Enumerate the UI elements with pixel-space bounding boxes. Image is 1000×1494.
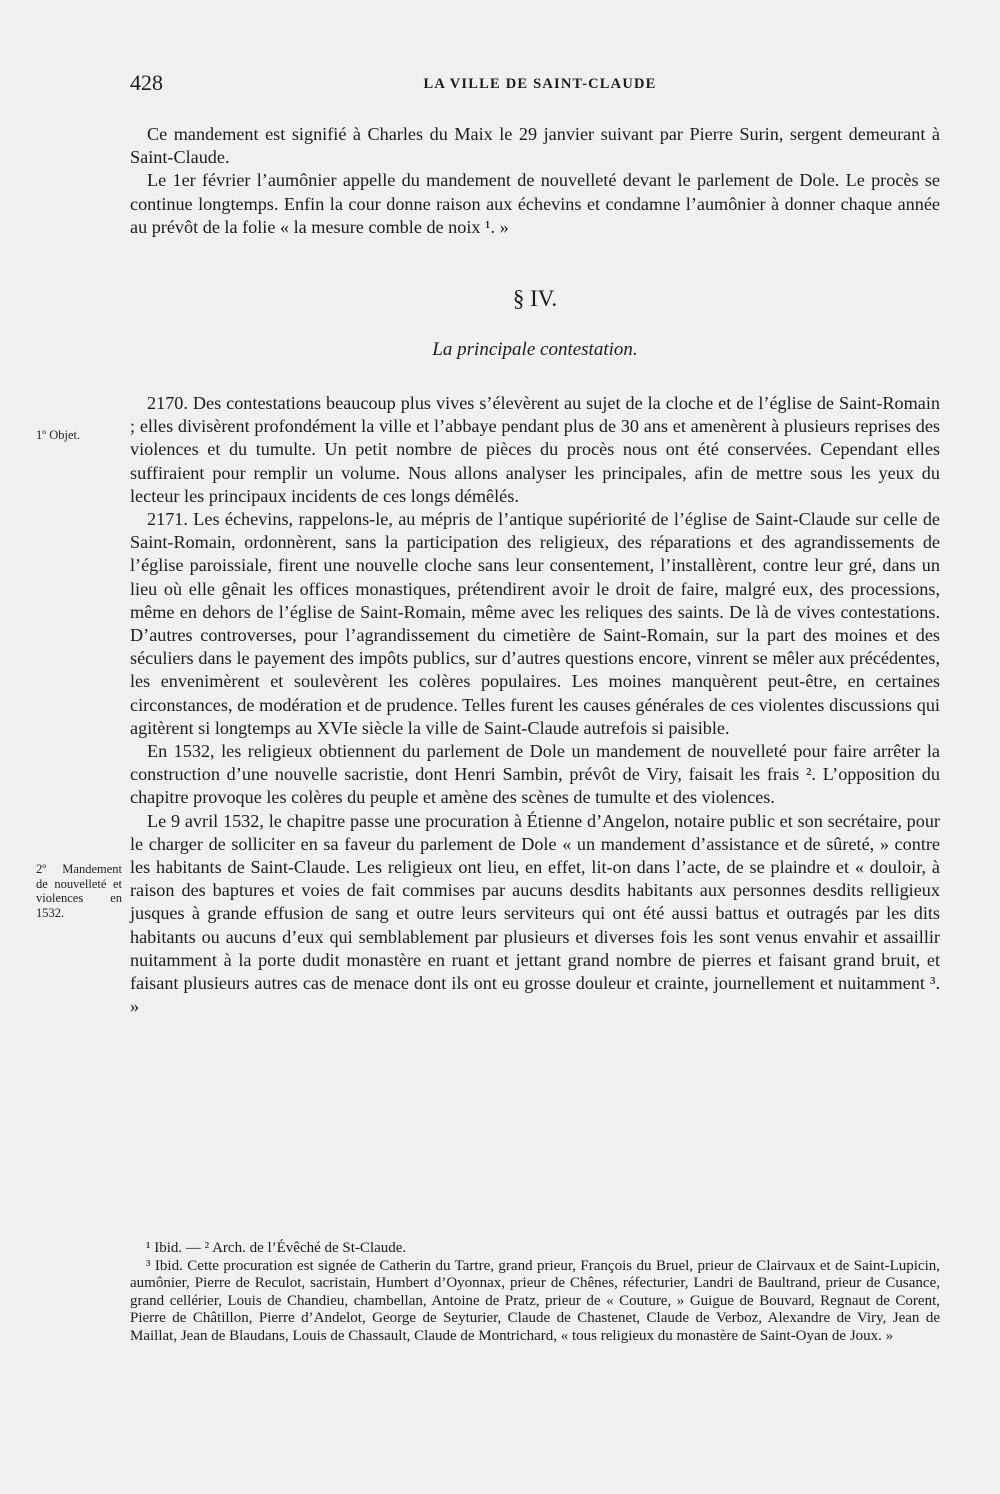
paragraph: 2171. Les échevins, rappelons-le, au mépris de l’antique supériorité de l’église de Saint-Claude sur celle de Saint-Romain, ordonnèrent, sans la participation des religieux, des réparations et des agrandissements de l’église paroissiale, firent une nouvelle cloche sans leur consentement, l’installèrent, contre leur gré, dans un lieu où elle gênait les offices monastiques, prétendirent avoir le droit de faire, malgré eux, des processions, même en dehors de l’église de Saint-Romain, même avec les reliques des saints. De là de vives contestations. D’autres controverses, pour l’agrandissement du cimetière de Saint-Romain, sur la part des moines et des séculiers dans le payement des impôts publics, sur d’autres questions encore, vinrent se mêler aux précédentes, les envenimèrent et soulevèrent les colères populaires. Les moines manquèrent peut-être, en certaines circonstances, de modération et de prudence. Telles furent les causes générales de ces violentes discussions qui agitèrent si longtemps au XVIe siècle la ville de Saint-Claude autrefois si paisible. (130, 509, 940, 738)
running-title: LA VILLE DE SAINT-CLAUDE (423, 76, 657, 92)
footnote: ³ Ibid. Cette procuration est signée de Catherin du Tartre, grand prieur, François du Bruel, prieur de Clairvaux et de Saint-Lupicin, aumônier, Pierre de Reculot, sacristain, Humbert d’Oyonnax, prieur de Chênes, réfecturier, Landri de Baultrand, prieur de Cusance, grand cellérier, Louis de Chandieu, chambellan, Antoine de Pratz, prieur de « Couture, » Guigue de Bouvard, Regnaut de Corent, Pierre de Châtillon, Pierre d’Andelot, George de Seyturier, Claude de Chastenet, Claude de Verboz, Alexandre de Viry, Jean de Maillat, Jean de Blaudans, Louis de Chassault, Claude de Montrichard, « tous religieux du monastère de Saint-Oyan de Joux. » (130, 1257, 940, 1344)
page-number: 428 (130, 70, 163, 95)
footnotes (130, 1240, 940, 1345)
paragraph: 2170. Des contestations beaucoup plus vives s’élevèrent au sujet de la cloche et de l’église de Saint-Romain ; elles divisèrent profondément la ville et l’abbaye pendant plus de 30 ans et amenèrent à plusieurs reprises des violences et du tumulte. Un petit nombre de pièces du procès nous ont été conservées. Cependant elles suffiraient pour remplir un volume. Nous allons analyser les principales, afin de mettre sous les yeux du lecteur les principaux incidents de ces longs démêlés. (130, 393, 940, 506)
paragraph: Le 9 avril 1532, le chapitre passe une procuration à Étienne d’Angelon, notaire public et son secrétaire, pour le charger de solliciter en sa faveur du parlement de Dole « un mandement d’assistance et de sûreté, » contre les habitants de Saint-Claude. Les religieux ont lieu, en effet, lit-on dans l’acte, de se plaindre et « douloir, à raison des baptures et voies de fait commises par aucuns desdits habitants aux personnes desdits relligieux jusques à grande effusion de sang et outre leurs serviteurs qui ont été aussi battus et outragés par les dits habitants ou aucuns d’eux qui semblablement par plusieurs et diverses fois les sont venus envahir et assaillir nuitamment à la porte dudit monastère en ruant et jettant grand nombre de pierres et faisant grand bruit, et faisant plusieurs autres cas de menace dont ils ont eu grosse douleur et crainte, journellement et nuitamment ³. » (130, 810, 940, 1017)
paragraph: Le 1er février l’aumônier appelle du mandement de nouvelleté devant le parlement de Dole. Le procès se continue longtemps. Enfin la cour donne raison aux échevins et condamne l’aumônier à donner chaque année au prévôt de la folie « la mesure comble de noix ¹. » (130, 170, 940, 237)
section-number: § IV. (512, 286, 558, 312)
section-title: La principale contestation. (432, 339, 638, 361)
margin-note-objet: 1º Objet. (36, 428, 81, 442)
margin-note-mandement: 2º Mandement de nouvelleté et violences en 1532. (36, 862, 122, 920)
paragraph: Ce mandement est signifié à Charles du Maix le 29 janvier suivant par Pierre Surin, sergent demeurant à Saint-Claude. (130, 124, 940, 168)
page-header (130, 70, 940, 102)
footnote: ¹ Ibid. — ² Arch. de l’Évêché de St-Claude. (146, 1240, 407, 1256)
body-text (130, 123, 940, 1019)
paragraph: En 1532, les religieux obtiennent du parlement de Dole un mandement de nouvelleté pour faire arrêter la construction d’une nouvelle sacristie, dont Henri Sambin, prévôt de Viry, faisait les frais ². L’opposition du chapitre provoque les colères du peuple et amène des scènes de tumulte et des violences. (130, 741, 940, 808)
